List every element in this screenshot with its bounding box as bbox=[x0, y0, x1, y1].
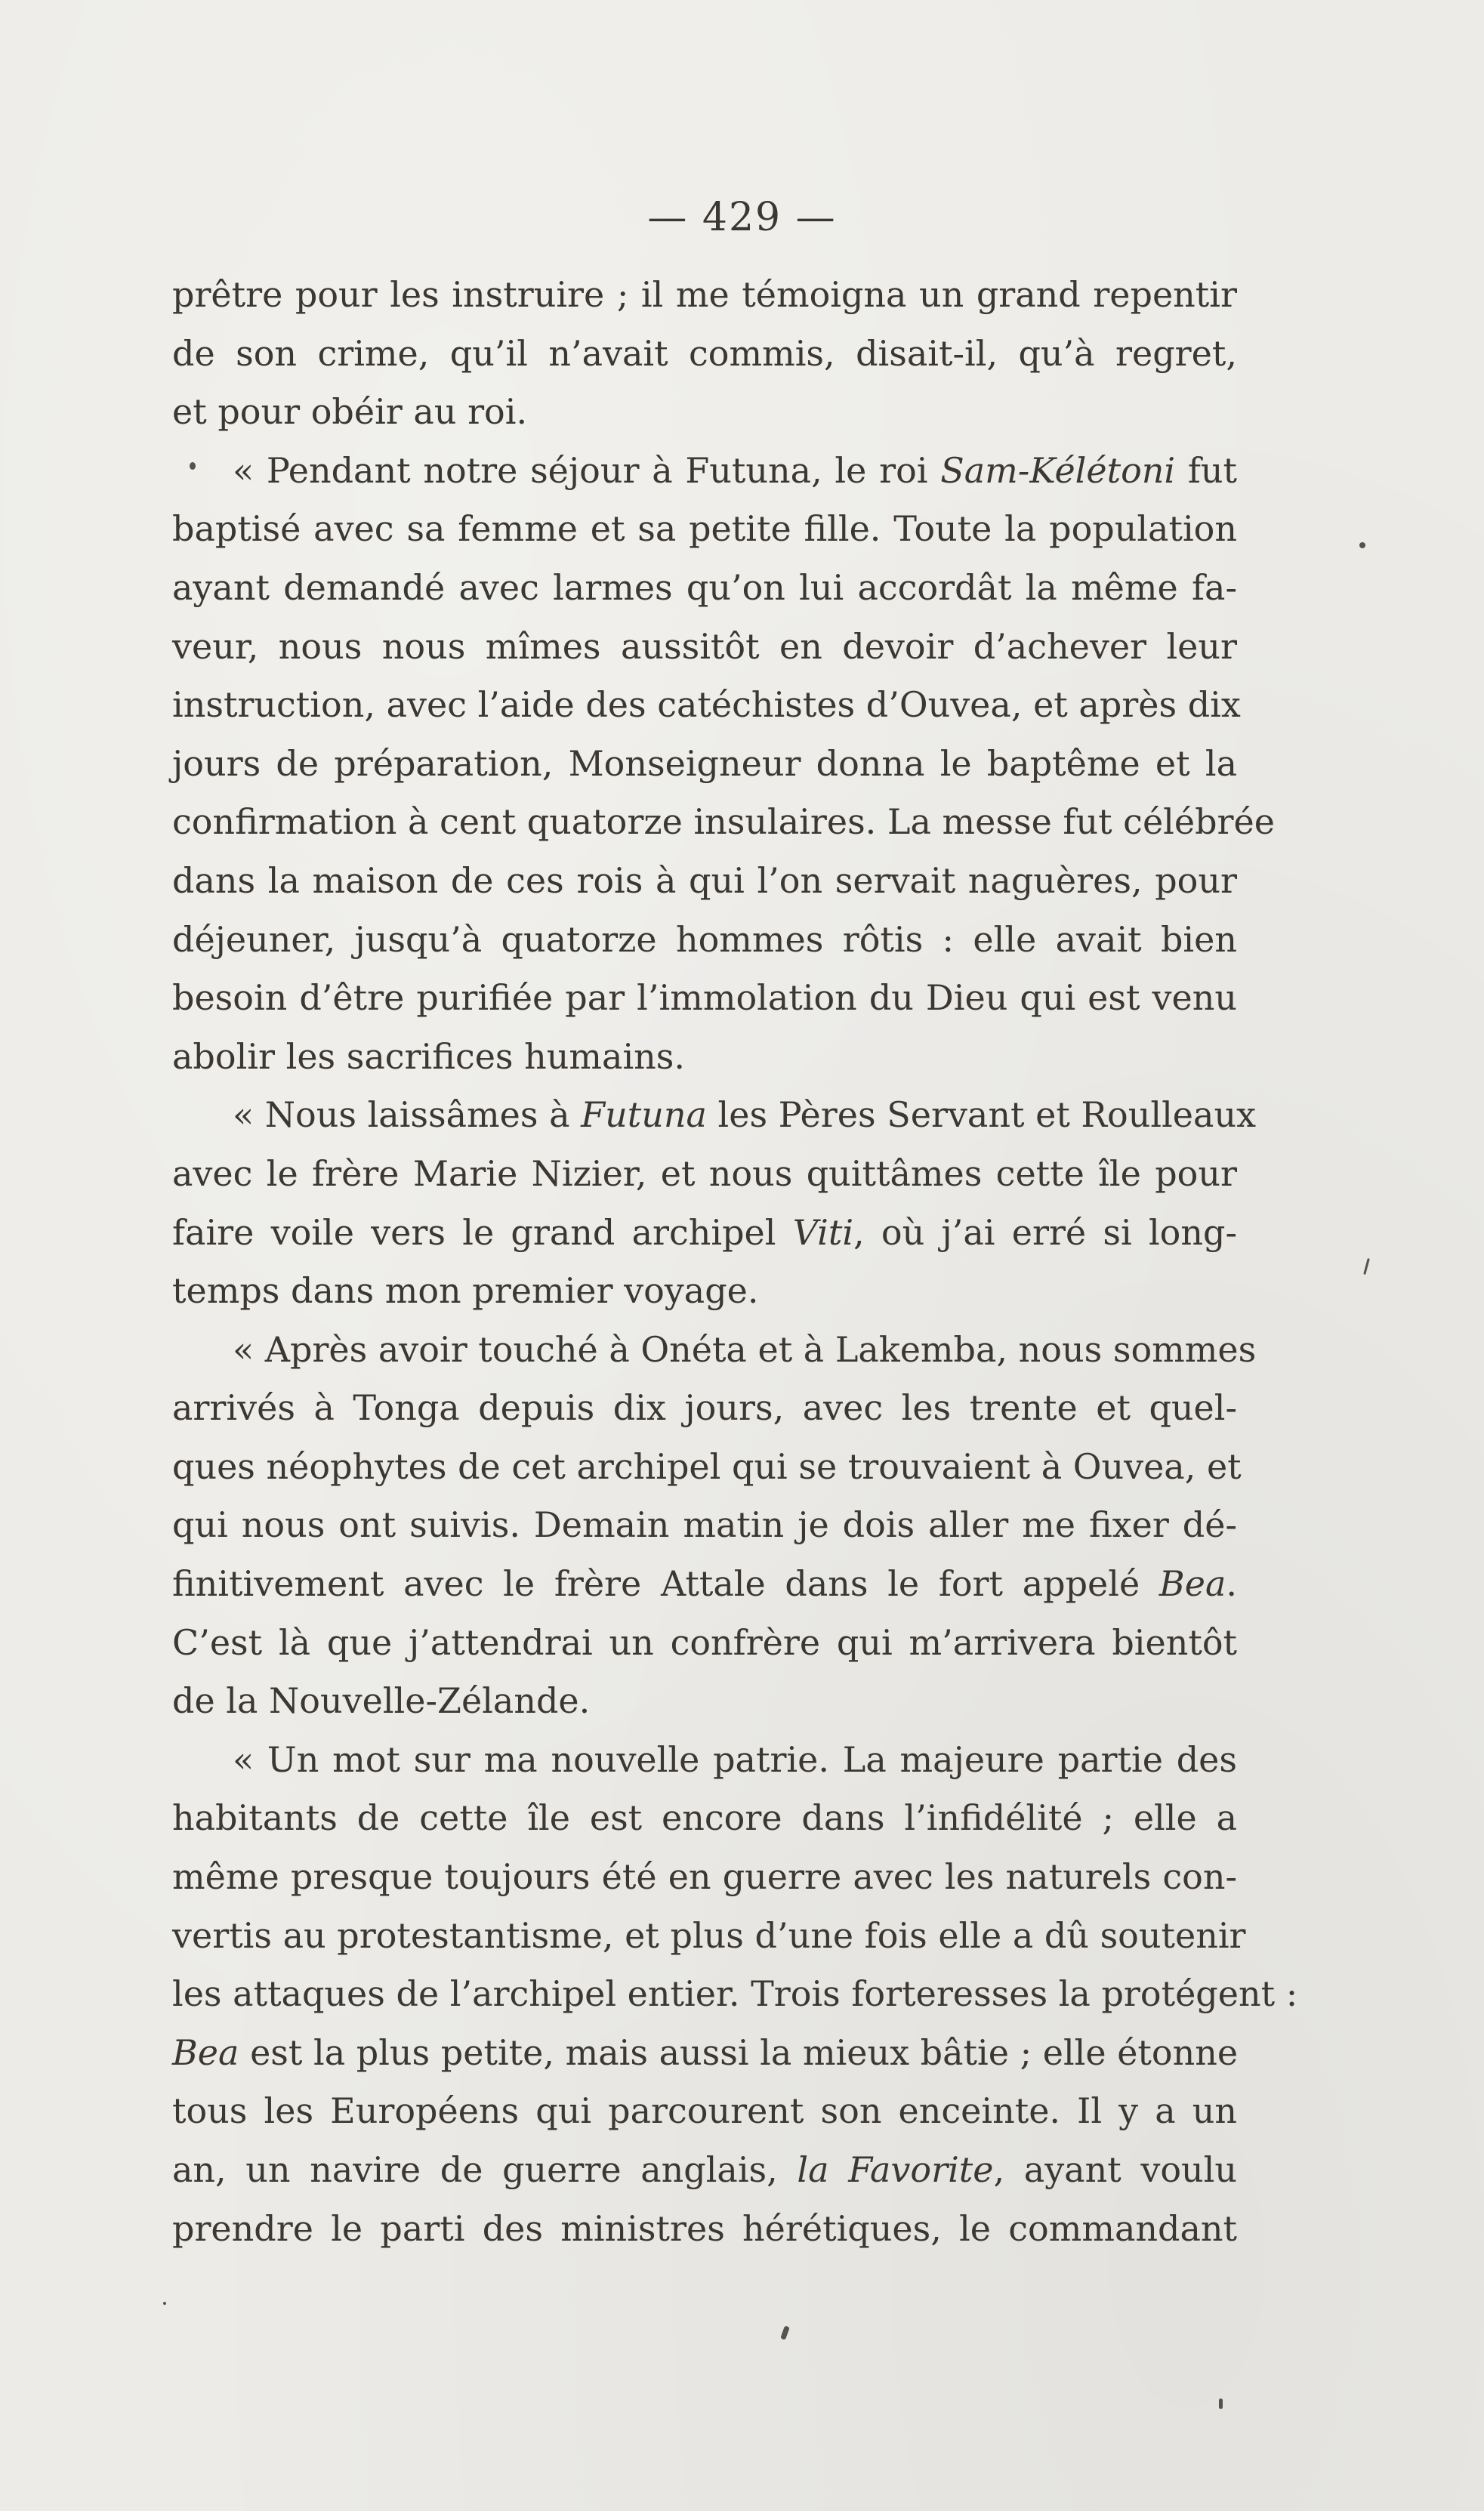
text-line bbox=[172, 1204, 1237, 1263]
text-line: baptisé avec sa femme et sa petite fille. Toute la population bbox=[172, 508, 1237, 550]
text-line: vertis au protestantisme, et plus d’une fois elle a dû soutenir bbox=[172, 1914, 1246, 1956]
text-line: instruction, avec l’aide des catéchistes d’Ouvea, et après dix bbox=[172, 684, 1241, 726]
text-line bbox=[172, 2024, 1237, 2083]
text-run: faire voile vers le grand archipel bbox=[172, 1211, 793, 1253]
text-line: ayant demandé avec larmes qu’on lui accordât la même fa- bbox=[172, 566, 1237, 608]
text-line: avec le frère Marie Nizier, et nous quittâmes cette île pour bbox=[172, 1152, 1237, 1194]
text-run: les Pères Servant et Roulleaux bbox=[706, 1094, 1257, 1136]
text-line: veur, nous nous mîmes aussitôt en devoir d’achever leur bbox=[172, 625, 1237, 667]
text-line: « Un mot sur ma nouvelle patrie. La majeure partie des bbox=[233, 1738, 1237, 1780]
paper-speck bbox=[190, 462, 196, 470]
text-line: prêtre pour les instruire ; il me témoigna un grand repentir bbox=[172, 274, 1237, 315]
italic-run: Bea bbox=[172, 2031, 239, 2073]
text-line: besoin d’être purifiée par l’immolation du Dieu qui est venu bbox=[172, 977, 1237, 1019]
text-line: jours de préparation, Monseigneur donna le baptême et la bbox=[172, 742, 1237, 784]
page-number: — 429 — bbox=[647, 195, 837, 240]
text-run: an, un navire de guerre anglais, bbox=[172, 2149, 798, 2190]
paper-speck bbox=[1219, 2398, 1223, 2409]
text-run: , ayant voulu bbox=[993, 2149, 1237, 2190]
text-run: « Pendant notre séjour à Futuna, le roi bbox=[233, 449, 941, 491]
text-line: dans la maison de ces rois à qui l’on servait naguères, pour bbox=[172, 859, 1237, 901]
text-line: abolir les sacrifices humains. bbox=[172, 1035, 686, 1077]
text-line: qui nous ont suivis. Demain matin je dois aller me fixer dé- bbox=[172, 1504, 1237, 1546]
paper-speck bbox=[1359, 542, 1365, 548]
italic-run: Futuna bbox=[581, 1094, 707, 1136]
italic-run: la Favorite bbox=[797, 2149, 994, 2190]
text-line: habitants de cette île est encore dans l’infidélité ; elle a bbox=[172, 1797, 1237, 1839]
text-line bbox=[172, 1086, 1257, 1145]
text-line: de son crime, qu’il n’avait commis, disait-il, qu’à regret, bbox=[172, 332, 1237, 374]
paper-speck bbox=[780, 2325, 790, 2340]
text-line: de la Nouvelle-Zélande. bbox=[172, 1680, 591, 1722]
text-line: les attaques de l’archipel entier. Trois forteresses la protégent : bbox=[172, 1973, 1298, 2015]
text-line: déjeuner, jusqu’à quatorze hommes rôtis : elle avait bien bbox=[172, 918, 1237, 960]
paper-speck bbox=[163, 2302, 166, 2305]
text-line bbox=[172, 2141, 1237, 2200]
text-run: finitivement avec le frère Attale dans le fort appelé bbox=[172, 1563, 1159, 1605]
text-run: « Nous laissâmes à bbox=[233, 1094, 582, 1136]
paper-speck bbox=[1363, 1258, 1370, 1275]
text-line bbox=[172, 1555, 1237, 1614]
text-line: même presque toujours été en guerre avec les naturels con- bbox=[172, 1856, 1237, 1898]
text-line: C’est là que j’attendrai un confrère qui m’arrivera bientôt bbox=[172, 1621, 1237, 1663]
text-run: fut bbox=[1175, 449, 1237, 491]
text-run: , où j’ai erré si long- bbox=[853, 1211, 1237, 1253]
text-run: . bbox=[1226, 1563, 1237, 1605]
text-line: « Après avoir touché à Onéta et à Lakemba, nous sommes bbox=[233, 1328, 1257, 1370]
text-line: prendre le parti des ministres hérétiques, le commandant bbox=[172, 2207, 1237, 2249]
italic-run: Sam-Kélétoni bbox=[940, 449, 1176, 491]
text-line: arrivés à Tonga depuis dix jours, avec les trente et quel- bbox=[172, 1387, 1237, 1429]
italic-run: Viti bbox=[792, 1211, 854, 1253]
text-line bbox=[172, 442, 1237, 501]
text-run: est la plus petite, mais aussi la mieux bâtie ; elle étonne bbox=[239, 2031, 1239, 2073]
body-text bbox=[172, 266, 1298, 2258]
text-line: et pour obéir au roi. bbox=[172, 391, 528, 433]
text-line: ques néophytes de cet archipel qui se trouvaient à Ouvea, et bbox=[172, 1445, 1242, 1487]
italic-run: Bea bbox=[1159, 1563, 1226, 1605]
text-line: confirmation à cent quatorze insulaires. La messe fut célébrée bbox=[172, 801, 1275, 843]
text-line: tous les Européens qui parcourent son enceinte. Il y a un bbox=[172, 2090, 1237, 2132]
text-line: temps dans mon premier voyage. bbox=[172, 1270, 759, 1312]
